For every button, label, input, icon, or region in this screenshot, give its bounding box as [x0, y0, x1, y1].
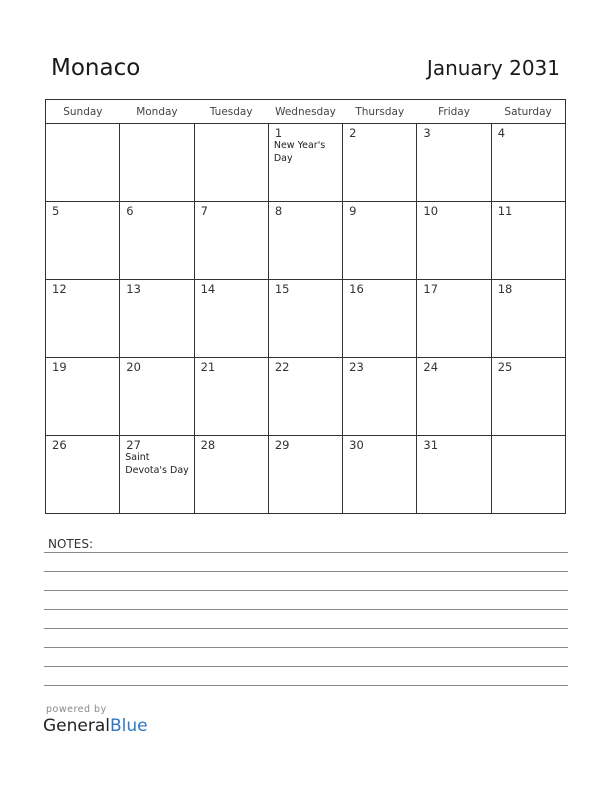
calendar-day-cell	[491, 124, 565, 202]
weekday-thursday: Thursday	[343, 100, 417, 124]
day-number: 3	[423, 126, 431, 140]
day-number: 15	[274, 282, 290, 296]
calendar-day-cell	[417, 202, 491, 280]
brand-blue-text: Blue	[110, 716, 148, 736]
weekday-monday: Monday	[120, 100, 194, 124]
calendar-week-row	[46, 436, 566, 514]
calendar-day-cell	[46, 436, 120, 514]
day-number: 24	[423, 360, 439, 374]
generalblue-logo[interactable]	[43, 716, 148, 736]
weekday-header-row	[46, 100, 566, 124]
calendar-week-row	[46, 280, 566, 358]
calendar-day-cell	[268, 280, 342, 358]
notes-label: NOTES:	[48, 537, 93, 551]
notes-line	[44, 647, 568, 648]
day-number: 12	[52, 282, 67, 296]
day-number: 11	[497, 204, 513, 218]
calendar-day-cell	[491, 436, 565, 514]
calendar-day-cell	[194, 436, 268, 514]
notes-line	[44, 552, 568, 553]
calendar-day-cell	[120, 202, 194, 280]
calendar-grid	[45, 99, 566, 514]
day-number: 16	[349, 282, 364, 296]
holiday-label: New Year's Day	[273, 140, 326, 164]
day-number: 27	[126, 438, 141, 452]
day-number: 17	[423, 282, 439, 296]
day-number: 21	[200, 360, 216, 374]
calendar-day-cell	[46, 358, 120, 436]
notes-line	[44, 609, 568, 610]
calendar-week-row	[46, 202, 566, 280]
notes-line	[44, 571, 568, 572]
day-number: 18	[497, 282, 513, 296]
calendar-day-cell	[417, 358, 491, 436]
day-number: 13	[126, 282, 141, 296]
day-number: 30	[349, 438, 364, 452]
calendar-day-cell	[268, 202, 342, 280]
day-number: 10	[423, 204, 439, 218]
calendar-day-cell	[46, 124, 120, 202]
calendar-day-cell	[268, 358, 342, 436]
notes-line	[44, 685, 568, 686]
holiday-label: Saint Devota's Day	[125, 452, 189, 476]
calendar-day-cell	[491, 358, 565, 436]
day-number: 23	[349, 360, 364, 374]
weekday-sunday: Sunday	[46, 100, 120, 124]
weekday-tuesday: Tuesday	[194, 100, 268, 124]
day-number: 25	[497, 360, 513, 374]
calendar-day-cell	[194, 124, 268, 202]
weekday-wednesday: Wednesday	[268, 100, 342, 124]
weekday-saturday: Saturday	[491, 100, 565, 124]
calendar-day-cell	[417, 124, 491, 202]
day-number: 20	[126, 360, 141, 374]
calendar-day-cell	[343, 280, 417, 358]
calendar-day-cell	[120, 280, 194, 358]
day-number: 2	[349, 126, 357, 140]
notes-line	[44, 590, 568, 591]
calendar-day-cell	[46, 202, 120, 280]
day-number: 26	[52, 438, 67, 452]
day-number: 5	[52, 204, 60, 218]
day-number: 29	[274, 438, 290, 452]
calendar-day-cell	[120, 436, 194, 514]
brand-general-text: General	[43, 716, 110, 736]
day-number: 6	[126, 204, 134, 218]
calendar-month-title: January 2031	[426, 56, 560, 80]
weekday-friday: Friday	[417, 100, 491, 124]
notes-line	[44, 666, 568, 667]
day-number: 1	[274, 126, 283, 140]
calendar-week-row	[46, 358, 566, 436]
calendar-day-cell	[343, 358, 417, 436]
calendar-day-cell	[194, 280, 268, 358]
calendar-country-title: Monaco	[51, 55, 141, 81]
calendar-day-cell	[491, 202, 565, 280]
calendar-day-cell	[491, 280, 565, 358]
day-number: 7	[200, 204, 208, 218]
calendar-day-cell	[194, 202, 268, 280]
calendar-day-cell	[417, 436, 491, 514]
day-number: 14	[200, 282, 216, 296]
day-number: 31	[423, 438, 439, 452]
calendar-day-cell	[343, 436, 417, 514]
calendar-day-cell	[343, 124, 417, 202]
day-number: 28	[200, 438, 216, 452]
calendar-week-row	[46, 124, 566, 202]
calendar-day-cell	[268, 124, 342, 202]
calendar-day-cell	[194, 358, 268, 436]
calendar-day-cell	[343, 202, 417, 280]
powered-by-text: powered by	[46, 704, 107, 715]
day-number: 4	[497, 126, 506, 140]
day-number: 22	[274, 360, 290, 374]
calendar-day-cell	[46, 280, 120, 358]
calendar-day-cell	[417, 280, 491, 358]
day-number: 9	[349, 204, 357, 218]
calendar-day-cell	[120, 358, 194, 436]
notes-line	[44, 628, 568, 629]
day-number: 19	[52, 360, 67, 374]
day-number: 8	[274, 204, 283, 218]
calendar-day-cell	[120, 124, 194, 202]
calendar-day-cell	[268, 436, 342, 514]
